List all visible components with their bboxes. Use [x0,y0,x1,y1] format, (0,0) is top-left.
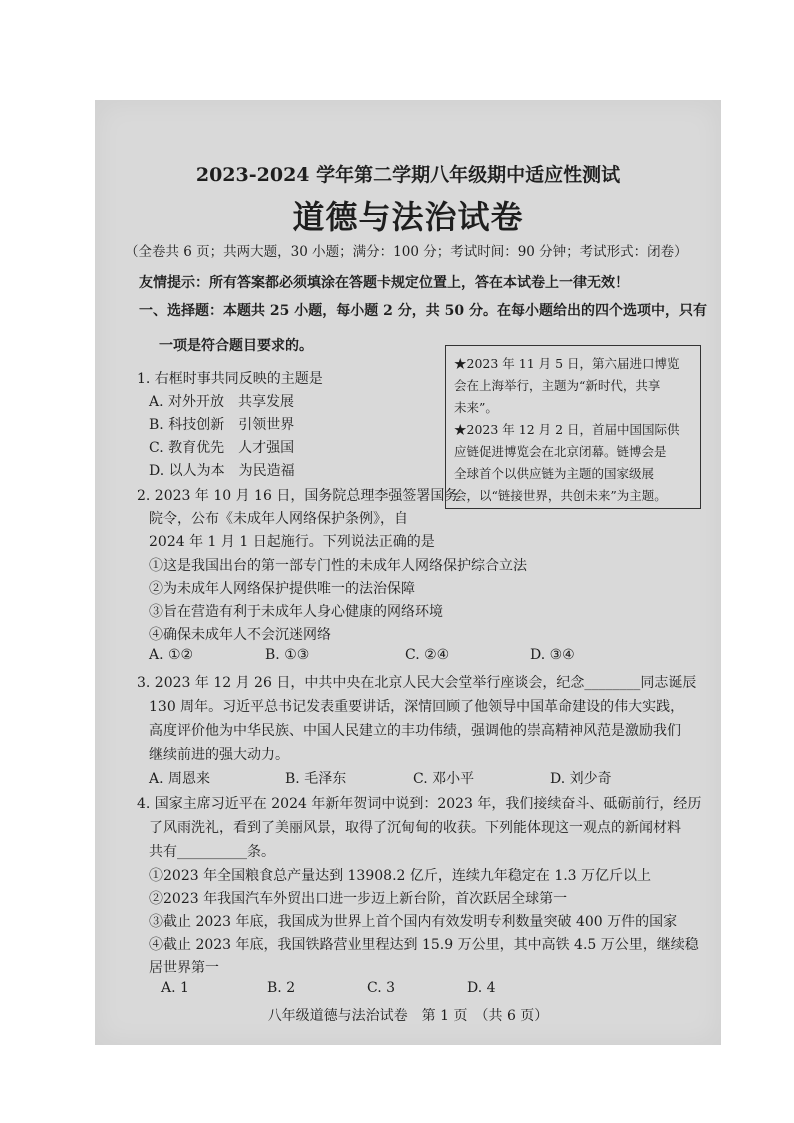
q3-option-b: B. 毛泽东 [285,771,347,787]
q4-option-c: C. 3 [367,980,396,996]
q2-option-c: C. ②④ [405,647,450,663]
q4-option-d: D. 4 [467,980,496,996]
q4-option-a: A. 1 [161,980,189,996]
q1-stem: 1. 右框时事共同反映的主题是 [137,371,323,387]
q3-stem-line2: 130 周年。习近平总书记发表重要讲话，深情回顾了他领导中国革命建设的伟大实践， [149,699,685,715]
q3-option-a: A. 周恩来 [149,771,211,787]
q1-option-a: A. 对外开放 共享发展 [149,394,295,410]
exam-title-subject: 道德与法治试卷 [292,198,524,236]
exam-info: （全卷共 6 页；共两大题，30 小题；满分：100 分；考试时间：90 分钟；考试形式：闭卷） [125,244,688,260]
q2-statement: ④确保未成年人不会沉迷网络 [149,627,331,643]
exam-title-line1: 2023-2024 学年第二学期八年级期中适应性测试 [195,164,621,186]
friendly-tip: 友情提示：所有答案都必须填涂在答题卡规定位置上，答在本试卷上一律无效！ [139,275,629,291]
q2-option-b: B. ①③ [265,647,310,663]
section1-heading-line1: 一、选择题：本题共 25 小题，每小题 2 分，共 50 分。在每小题给出的四个选项中，只有 [139,303,707,319]
q4-statement: ④截止 2023 年底，我国铁路营业里程达到 15.9 万公里，其中高铁 4.5 万公里，继续稳 [149,937,699,953]
q3-stem-line3: 高度评价他为中华民族、中国人民建立的丰功伟绩，强调他的崇高精神风范是激励我们 [149,723,681,739]
q4-stem-line2: 了风雨洗礼，看到了美丽风景，取得了沉甸甸的收获。下列能体现这一观点的新闻材料 [149,820,681,836]
q4-stem-line1: 4. 国家主席习近平在 2024 年新年贺词中说到：2023 年，我们接续奋斗、砥砺前行，经历 [137,796,702,812]
q1-option-d: D. 以人为本 为民造福 [149,463,295,479]
q1-option-b: B. 科技创新 引领世界 [149,417,295,433]
news-line: ★2023 年 12 月 2 日，首届中国国际供 [454,422,680,437]
page-footer: 八年级道德与法治试卷 第 1 页 （共 6 页） [267,1008,549,1024]
news-line: 会，以“链接世界，共创未来”为主题。 [454,488,667,503]
q3-option-d: D. 刘少奇 [550,771,612,787]
q4-statement: ①2023 年全国粮食总产量达到 13908.2 亿斤，连续九年稳定在 1.3 万亿斤以上 [149,868,652,884]
q4-stem-line3: 共有__________条。 [149,844,275,860]
q2-statement: ③旨在营造有利于未成年人身心健康的网络环境 [149,604,443,620]
q4-statement: ②2023 年我国汽车外贸出口进一步迈上新台阶，首次跃居全球第一 [149,891,568,907]
q2-option-a: A. ①② [149,647,194,663]
q4-statement-continued: 居世界第一 [149,960,219,976]
q2-stem-line1: 2. 2023 年 10 月 16 日，国务院总理李强签署国务 [137,488,459,504]
q2-statement: ②为未成年人网络保护提供唯一的法治保障 [149,581,415,597]
q2-stem-line2: 院令，公布《未成年人网络保护条例》，自 [149,511,408,527]
news-box [445,345,701,509]
q3-option-c: C. 邓小平 [413,771,475,787]
section1-heading-line2: 一项是符合题目要求的。 [159,338,313,354]
q4-statement: ③截止 2023 年底，我国成为世界上首个国内有效发明专利数量突破 400 万件的国家 [149,914,678,930]
q3-stem-line4: 继续前进的强大动力。 [149,747,289,763]
q3-stem-line1: 3. 2023 年 12 月 26 日，中共中央在北京人民大会堂举行座谈会，纪念________同志诞辰 [137,675,697,691]
q2-stem-line3: 2024 年 1 月 1 日起施行。下列说法正确的是 [149,534,435,550]
q2-statement: ①这是我国出台的第一部专门性的未成年人网络保护综合立法 [149,558,527,574]
q4-option-b: B. 2 [267,980,296,996]
news-line: 全球首个以供应链为主题的国家级展 [454,466,655,481]
news-line: 会在上海举行，主题为“新时代，共享 [454,378,661,393]
news-line: 未来”。 [454,400,498,415]
q2-option-d: D. ③④ [530,647,575,663]
news-line: 应链促进博览会在北京闭幕。链博会是 [454,444,667,459]
q1-option-c: C. 教育优先 人才强国 [149,440,295,456]
news-line: ★2023 年 11 月 5 日，第六届进口博览 [454,356,680,371]
exam-page [95,100,721,1045]
